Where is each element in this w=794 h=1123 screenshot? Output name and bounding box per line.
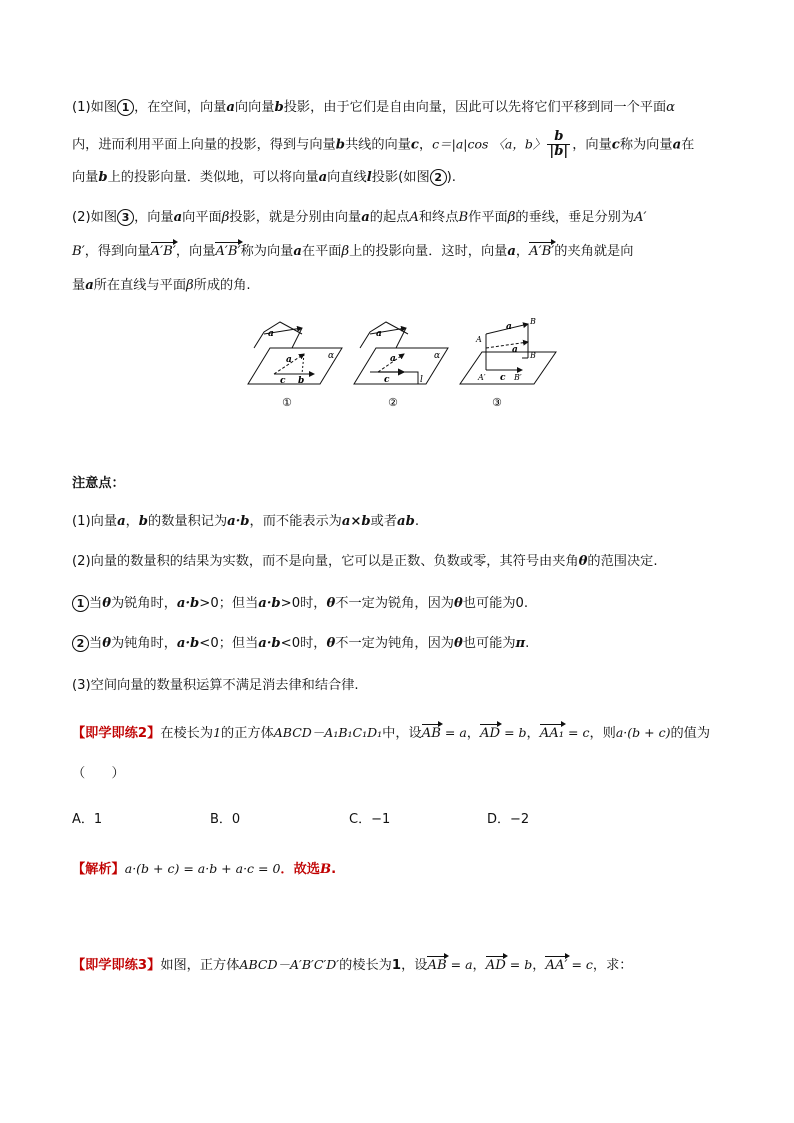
text: 所在直线与平面 bbox=[93, 278, 187, 293]
text: ， bbox=[472, 958, 486, 973]
text: >0时， bbox=[280, 596, 327, 611]
plane-beta: β bbox=[186, 278, 194, 293]
text: ，得到向量 bbox=[84, 244, 151, 259]
vector-b: b bbox=[138, 514, 149, 529]
option-b[interactable]: B．0 bbox=[210, 812, 241, 827]
plane-beta: β bbox=[221, 210, 230, 225]
translated-plane-edge bbox=[254, 322, 302, 348]
translated-plane-edge bbox=[360, 322, 408, 348]
text: 或者 bbox=[370, 514, 398, 529]
vector-b: b bbox=[98, 170, 108, 185]
circled-number: 3 bbox=[117, 209, 134, 226]
point-b: B bbox=[458, 210, 469, 225]
text: 上的投影向量．类似地，可以将向量 bbox=[107, 170, 319, 185]
option-a[interactable]: A．1 bbox=[72, 812, 103, 827]
vector-c: c bbox=[410, 137, 419, 153]
label-c: c bbox=[384, 375, 390, 385]
paragraph-1-line-1 bbox=[72, 96, 675, 116]
text: ，向量 bbox=[175, 244, 216, 259]
vector-a-prime-b-prime: A′B′ bbox=[150, 244, 176, 259]
pi: π bbox=[515, 636, 526, 651]
point-a: A bbox=[409, 210, 419, 225]
text: 在 bbox=[681, 137, 695, 153]
line-l bbox=[370, 372, 418, 384]
label-alpha: α bbox=[328, 351, 335, 361]
text: 投影(如图 bbox=[371, 170, 430, 185]
paragraph-1-line-2 bbox=[72, 130, 694, 159]
text: 和终点 bbox=[418, 210, 459, 225]
plane-beta-shape bbox=[460, 352, 556, 384]
label-B: B bbox=[530, 317, 536, 326]
cube-name: ABCD－A₁B₁C₁D₁ bbox=[273, 725, 383, 740]
label-b: b bbox=[298, 376, 305, 386]
text: 当 bbox=[89, 636, 103, 651]
label-a: a bbox=[268, 329, 274, 339]
text: ， bbox=[526, 726, 540, 741]
vector-ab: AB bbox=[427, 958, 447, 973]
ab-notation: ab bbox=[397, 514, 415, 529]
text: 在棱长为 bbox=[160, 726, 214, 741]
text: 为锐角时， bbox=[110, 596, 177, 611]
vector-aa1: AA₁ bbox=[539, 726, 565, 741]
text: ， bbox=[532, 958, 546, 973]
label-c: c bbox=[280, 376, 286, 386]
equals-a: = a bbox=[446, 957, 473, 972]
note-2-case-2 bbox=[72, 632, 529, 652]
text: 向直线 bbox=[327, 170, 367, 185]
text: (2)如图 bbox=[72, 210, 118, 225]
text: >0；但当 bbox=[199, 596, 259, 611]
solution-2 bbox=[72, 858, 336, 877]
fraction-denominator: |b| bbox=[549, 144, 569, 159]
paragraph-2-line-2 bbox=[72, 240, 633, 259]
text: 也可能为0. bbox=[462, 596, 529, 611]
circled-number: 2 bbox=[72, 635, 89, 652]
cube-name: ABCD－A′B′C′D′ bbox=[239, 957, 340, 972]
equals-c: = c bbox=[564, 725, 590, 740]
text: 也可能为 bbox=[462, 636, 516, 651]
projection-formula: c＝|a|cos 〈a，b〉 bbox=[432, 136, 546, 152]
line-l: l bbox=[366, 170, 372, 185]
figure-2 bbox=[354, 322, 448, 409]
label-c: c bbox=[500, 373, 506, 383]
text: 的数量积记为 bbox=[148, 514, 228, 529]
text: 的垂线，垂足分别为 bbox=[515, 210, 635, 225]
exercise-tag: 【即学即练3】 bbox=[72, 958, 161, 973]
label-l: l bbox=[420, 375, 423, 385]
dot-product: a·b bbox=[258, 636, 281, 651]
helper-line bbox=[396, 328, 406, 348]
text: 内，进而利用平面上向量的投影，得到与向量 bbox=[72, 137, 336, 153]
theta: θ bbox=[453, 636, 463, 651]
fraction-numerator: b bbox=[547, 130, 570, 145]
plane-beta: β bbox=[341, 244, 350, 259]
exercise-3-stem bbox=[72, 954, 632, 973]
vector-aa-prime: AA′ bbox=[545, 958, 568, 973]
note-2 bbox=[72, 550, 658, 569]
exercise-2-stem bbox=[72, 722, 710, 741]
text: 投影，由于它们是自由向量，因此可以先将它们平移到同一个平面 bbox=[283, 100, 667, 115]
vector-ab: AB bbox=[421, 726, 441, 741]
text: 称为向量 bbox=[619, 137, 673, 153]
text: ， bbox=[125, 514, 139, 529]
text: 在平面 bbox=[301, 244, 342, 259]
plane-beta: β bbox=[507, 210, 516, 225]
option-c[interactable]: C．−1 bbox=[349, 812, 391, 827]
text: 向量 bbox=[72, 170, 99, 185]
equals-a: = a bbox=[440, 725, 467, 740]
text: (1)向量 bbox=[72, 514, 118, 529]
vector-a: a bbox=[173, 210, 183, 225]
label-a: a bbox=[506, 322, 512, 332]
vector-b: b bbox=[335, 137, 345, 153]
text: ，向量 bbox=[134, 210, 174, 225]
vector-a: a bbox=[117, 514, 126, 529]
theta: θ bbox=[453, 596, 463, 611]
text: 的夹角就是向 bbox=[554, 244, 634, 259]
vector-ad: AD bbox=[485, 958, 506, 973]
circled-number: 2 bbox=[430, 169, 447, 186]
label-B-prime: B′ bbox=[514, 373, 522, 382]
paragraph-1-line-3 bbox=[72, 166, 456, 186]
text: 的范围决定. bbox=[587, 554, 658, 569]
caption-1: ① bbox=[282, 396, 292, 409]
circled-number: 1 bbox=[72, 595, 89, 612]
cross-notation: a×b bbox=[341, 514, 371, 529]
exercise-2-paren: （ ） bbox=[72, 766, 125, 781]
text: ．故选 bbox=[280, 862, 320, 877]
text: . bbox=[331, 862, 337, 877]
vector-a: a bbox=[672, 137, 682, 153]
caption-3: ③ bbox=[492, 396, 502, 409]
theta: θ bbox=[102, 596, 111, 611]
vector-a: a bbox=[85, 278, 94, 293]
label-a: a bbox=[286, 355, 292, 365]
text: 的起点 bbox=[369, 210, 410, 225]
text: 的正方体 bbox=[221, 726, 274, 741]
text: ，在空间，向量 bbox=[134, 100, 227, 115]
text: (2)向量的数量积的结果为实数，而不是向量，它可以是正数、负数或零，其符号由夹角 bbox=[72, 554, 579, 569]
text: 的值为 bbox=[670, 726, 711, 741]
text: 上的投影向量．这时，向量 bbox=[349, 244, 508, 259]
text: 如图，正方体 bbox=[160, 958, 240, 973]
label-B: B bbox=[530, 351, 536, 360]
text: ， bbox=[466, 726, 480, 741]
equals-b: = b bbox=[500, 725, 527, 740]
theta: θ bbox=[102, 636, 111, 651]
theta: θ bbox=[326, 596, 336, 611]
note-1 bbox=[72, 510, 419, 529]
text: 共线的向量 bbox=[344, 137, 411, 153]
perpendicular bbox=[302, 354, 304, 374]
note-3: (3)空间向量的数量积运算不满足消去律和结合律. bbox=[72, 678, 359, 693]
option-d[interactable]: D．−2 bbox=[487, 812, 530, 827]
point-a-prime: A′ bbox=[634, 210, 647, 225]
dot-product: a·b bbox=[176, 596, 200, 611]
text: 的棱长为 bbox=[339, 958, 392, 973]
text: 向平面 bbox=[182, 210, 222, 225]
text: ). bbox=[446, 170, 456, 185]
paragraph-2-line-3 bbox=[72, 274, 251, 293]
label-alpha: α bbox=[434, 351, 441, 361]
vector-b: b bbox=[274, 100, 284, 115]
expression: a·(b + c) bbox=[615, 725, 671, 740]
fraction bbox=[547, 130, 570, 159]
label-A-prime: A′ bbox=[478, 373, 486, 382]
note-2-case-1 bbox=[72, 592, 528, 612]
circled-number: 1 bbox=[117, 99, 134, 116]
theta: θ bbox=[578, 554, 588, 569]
text: 投影，就是分别由向量 bbox=[229, 210, 362, 225]
vector-c: c bbox=[611, 137, 620, 153]
text: 不一定为钝角，因为 bbox=[335, 636, 454, 651]
text: 所成的角. bbox=[193, 278, 251, 293]
vector-a: a bbox=[318, 170, 328, 185]
solution-expression: a·(b + c) = a·b + a·c = 0 bbox=[124, 861, 281, 876]
label-A: A bbox=[476, 335, 482, 344]
text: . bbox=[414, 514, 420, 529]
answer: B bbox=[319, 862, 332, 877]
text: 称为向量 bbox=[240, 244, 294, 259]
paragraph-2-line-1 bbox=[72, 206, 647, 226]
number: 1 bbox=[391, 958, 402, 973]
vector-a: a bbox=[361, 210, 370, 225]
label-a: a bbox=[512, 345, 518, 355]
text: ，设 bbox=[401, 958, 428, 973]
vector-a-prime-b-prime: A′B′ bbox=[215, 244, 241, 259]
vector-a: a bbox=[507, 244, 516, 259]
exercise-tag: 【即学即练2】 bbox=[72, 726, 161, 741]
vector-a: a bbox=[226, 100, 235, 115]
text: ，向量 bbox=[572, 137, 612, 153]
vector-ad: AD bbox=[479, 726, 501, 741]
equals-b: = b bbox=[505, 957, 533, 972]
number: 1 bbox=[213, 725, 222, 740]
label-a: a bbox=[376, 329, 382, 339]
dot-product: a·b bbox=[258, 596, 281, 611]
text: ， bbox=[515, 244, 530, 259]
notes-title: 注意点： bbox=[72, 476, 125, 491]
caption-2: ② bbox=[388, 396, 398, 409]
projection-figures bbox=[240, 314, 560, 414]
figure-1 bbox=[248, 322, 342, 409]
text: 为钝角时， bbox=[110, 636, 177, 651]
dot-product: a·b bbox=[227, 514, 250, 529]
label-a: a bbox=[390, 354, 396, 364]
text: ， bbox=[418, 137, 433, 153]
text: . bbox=[525, 636, 530, 651]
text: 中，设 bbox=[382, 726, 422, 741]
text: 量 bbox=[72, 278, 86, 293]
plane-alpha: α bbox=[666, 100, 676, 115]
vector-a-prime-b-prime: A′B′ bbox=[529, 244, 555, 259]
theta: θ bbox=[326, 636, 336, 651]
text: 作平面 bbox=[468, 210, 508, 225]
figure-3 bbox=[460, 317, 556, 409]
text: (1)如图 bbox=[72, 100, 118, 115]
dot-product: a·b bbox=[176, 636, 200, 651]
text: ，求： bbox=[592, 958, 633, 973]
text: <0；但当 bbox=[199, 636, 259, 651]
text: ，而不能表示为 bbox=[249, 514, 342, 529]
text: 不一定为锐角，因为 bbox=[335, 596, 454, 611]
text: ，则 bbox=[589, 726, 616, 741]
solution-tag: 【解析】 bbox=[72, 862, 125, 877]
vector-a: a bbox=[293, 244, 302, 259]
text: 向向量 bbox=[234, 100, 275, 115]
vector-a-dashed bbox=[486, 342, 528, 348]
text: <0时， bbox=[280, 636, 327, 651]
equals-c: = c bbox=[567, 957, 593, 972]
point-b-prime: B′ bbox=[72, 244, 85, 259]
text: 当 bbox=[89, 596, 103, 611]
